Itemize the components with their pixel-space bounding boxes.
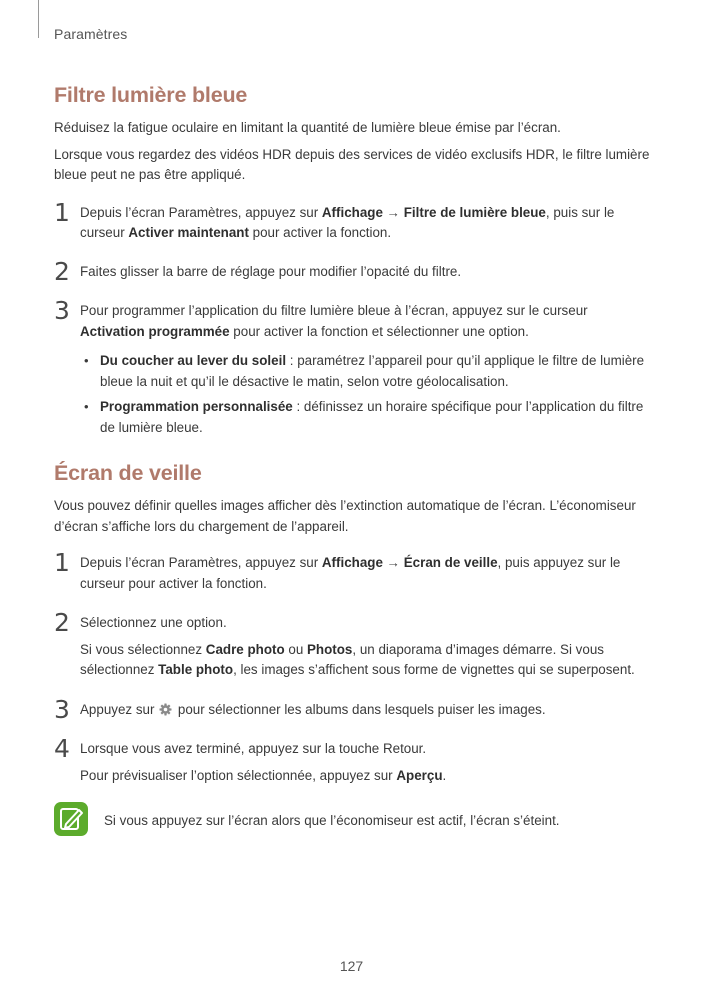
- note-pencil-icon: [54, 802, 88, 836]
- note-text: Si vous appuyez sur l’écran alors que l’économiseur est actif, l’écran s’éteint.: [104, 813, 560, 828]
- blue-light-step-2: 2 Faites glisser la barre de réglage pour modifier l’opacité du filtre.: [54, 256, 462, 286]
- screensaver-step-4: 4 Lorsque vous avez terminé, appuyez sur la touche Retour. Pour prévisualiser l’option sélectionnée, appuyez sur Aperçu.: [54, 734, 447, 783]
- step-number: 3: [54, 694, 70, 724]
- step-number: 2: [54, 608, 70, 637]
- blue-light-intro-2: Lorsque vous regardez des vidéos HDR depuis des services de vidéo exclusifs HDR, le filtre lumière bleue peut ne pas être appliqué.: [54, 146, 650, 182]
- note-box: [54, 808, 652, 844]
- list-item: • Programmation personnalisée : définissez un horaire spécifique pour l’application du filtre de lumière bleue.: [84, 399, 644, 435]
- step-number: 1: [54, 197, 70, 227]
- schedule-options-list: [80, 351, 652, 438]
- page-header-rule: [38, 0, 39, 38]
- step-number: 4: [54, 734, 70, 763]
- screensaver-step-2: 2 Sélectionnez une option. Si vous sélectionnez Cadre photo ou Photos, un diaporama d’images démarre. Si vous sélectionnez Table photo, les images s’affichent sous forme de vignettes qui se superposent.: [54, 608, 635, 677]
- blue-light-step-1: 1 Depuis l’écran Paramètres, appuyez sur Affichage → Filtre de lumière bleue, puis sur le curseur Activer maintenant pour activer la fonction.: [54, 197, 615, 240]
- page-content: [54, 80, 652, 844]
- list-item: • Du coucher au lever du soleil : paramétrez l’appareil pour qu’il applique le filtre de lumière bleue la nuit et qu’il le désactive le matin, selon votre géolocalisation.: [84, 353, 645, 389]
- step-number: 2: [54, 256, 70, 286]
- running-header: Paramètres: [54, 26, 128, 42]
- page-number: 127: [339, 958, 364, 974]
- section-title-blue-light: Filtre lumière bleue: [54, 83, 248, 107]
- step-number: 3: [54, 296, 70, 325]
- section-title-screensaver: Écran de veille: [54, 461, 202, 485]
- screensaver-step-1: 1 Depuis l’écran Paramètres, appuyez sur Affichage → Écran de veille, puis appuyez sur le curseur pour activer la fonction.: [54, 548, 621, 591]
- screensaver-intro: Vous pouvez définir quelles images afficher dès l’extinction automatique de l’écran. L’économiseur d’écran s’affiche lors du chargement de l’appareil.: [54, 498, 636, 534]
- blue-light-intro-1: Réduisez la fatigue oculaire en limitant la quantité de lumière bleue émise par l’écran.: [54, 120, 561, 135]
- blue-light-step-3: 3 Pour programmer l’application du filtre lumière bleue à l’écran, appuyez sur le curseur Activation programmée pour activer la fonction et sélectionner une option.: [54, 296, 588, 339]
- screensaver-step-3: 3 Appuyez sur pour sélectionner les albums dans lesquels puiser les images.: [54, 694, 546, 724]
- gear-icon: [159, 703, 172, 716]
- step-number: 1: [54, 548, 70, 577]
